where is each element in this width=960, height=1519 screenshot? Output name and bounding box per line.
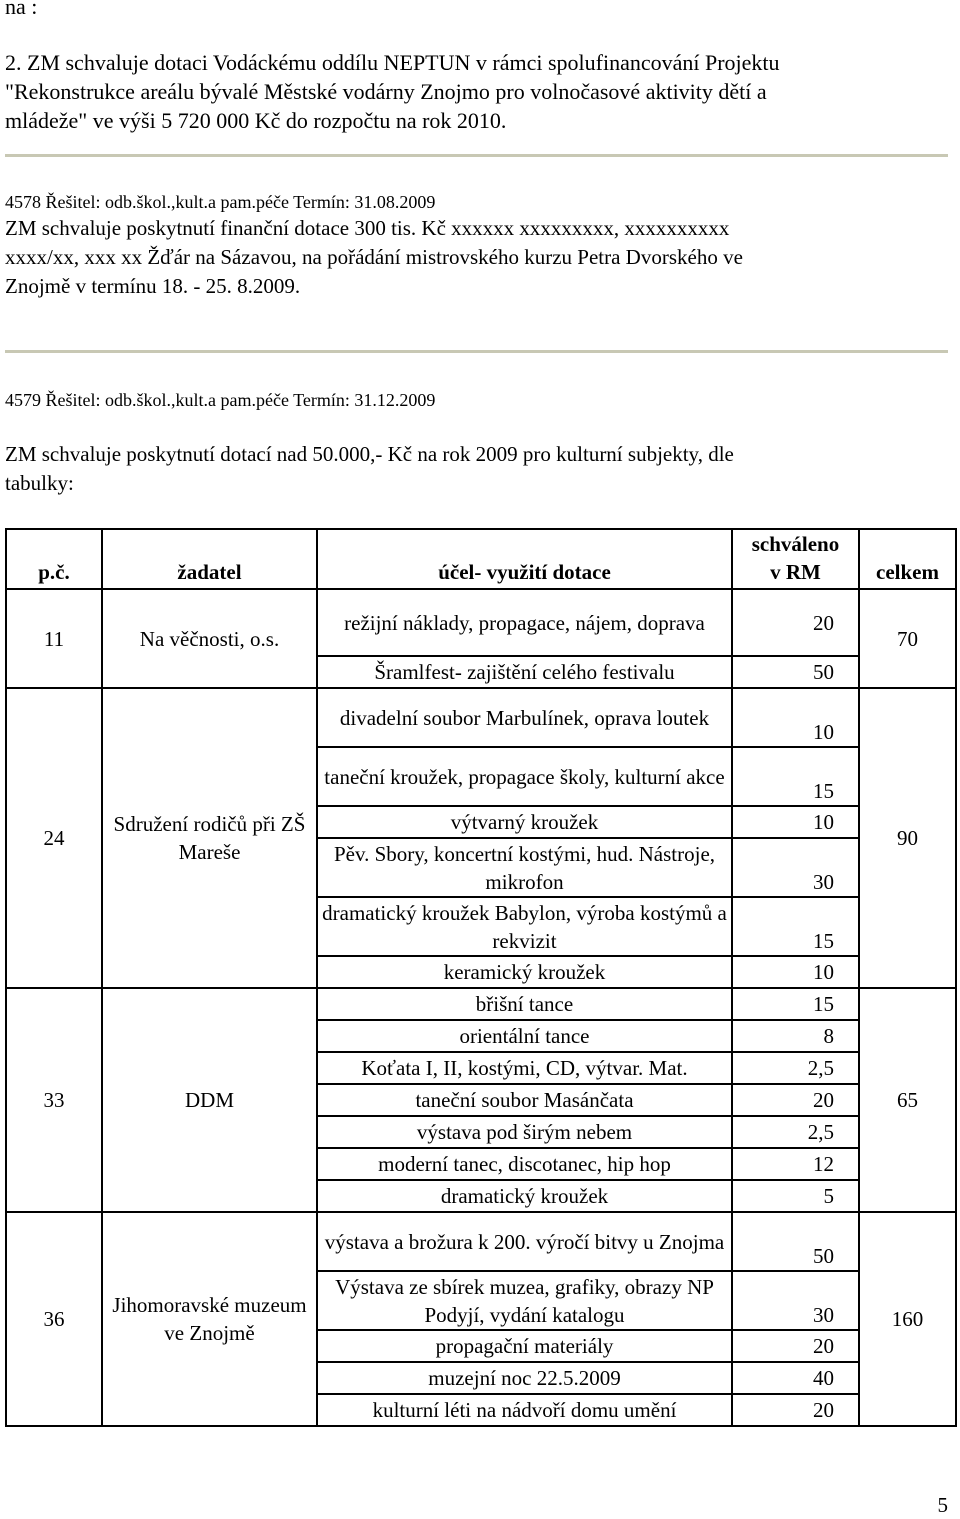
cell-purpose: Koťata I, II, kostými, CD, výtvar. Mat.: [317, 1052, 732, 1084]
cell-approved: 20: [732, 1394, 859, 1426]
cell-approved: 8: [732, 1020, 859, 1052]
column-header-purpose: účel- využití dotace: [317, 529, 732, 589]
table-row: [6, 1212, 956, 1271]
resolution-4579-header: 4579 Řešitel: odb.škol.,kult.a pam.péče Termín: 31.12.2009: [5, 390, 436, 410]
cell-purpose: výstava pod širým nebem: [317, 1116, 732, 1148]
cell-pc: 36: [6, 1212, 102, 1426]
cell-pc: 11: [6, 589, 102, 688]
resolution-line: xxxx/xx, xxx xx Žďár na Sázavou, na pořádání mistrovského kurzu Petra Dvorského ve: [5, 245, 743, 269]
page-number: 5: [937, 1493, 948, 1517]
cell-approved: 50: [732, 656, 859, 688]
cell-purpose: výtvarný kroužek: [317, 806, 732, 838]
table-row: [6, 589, 956, 656]
cell-purpose: keramický kroužek: [317, 956, 732, 988]
cell-applicant: Sdružení rodičů při ZŠ Mareše: [102, 688, 317, 988]
divider: [5, 154, 948, 157]
cell-pc: 33: [6, 988, 102, 1212]
cell-purpose: propagační materiály: [317, 1330, 732, 1362]
cell-approved: 40: [732, 1362, 859, 1394]
cell-total: 70: [859, 589, 956, 688]
column-header-pc: p.č.: [6, 529, 102, 589]
cell-approved: 10: [732, 956, 859, 988]
cell-applicant: DDM: [102, 988, 317, 1212]
column-header-total: celkem: [859, 529, 956, 589]
cell-pc: 24: [6, 688, 102, 988]
cell-approved: 15: [732, 897, 859, 956]
cell-purpose: dramatický kroužek Babylon, výroba kostýmů a rekvizit: [317, 897, 732, 956]
item-2-paragraph: [5, 48, 951, 135]
resolution-line: ZM schvaluje poskytnutí finanční dotace 300 tis. Kč xxxxxx xxxxxxxxx, xxxxxxxxxx: [5, 216, 730, 240]
cell-purpose: výstava a brožura k 200. výročí bitvy u Znojma: [317, 1212, 732, 1271]
cell-purpose: Šramlfest- zajištění celého festivalu: [317, 656, 732, 688]
cell-approved: 30: [732, 1271, 859, 1330]
cell-purpose: břišní tance: [317, 988, 732, 1020]
resolution-line: Znojmě v termínu 18. - 25. 8.2009.: [5, 274, 301, 298]
cell-approved: 15: [732, 988, 859, 1020]
resolution-4578-header: 4578 Řešitel: odb.škol.,kult.a pam.péče Termín: 31.08.2009: [5, 192, 436, 212]
cell-approved: 20: [732, 1330, 859, 1362]
cell-approved: 5: [732, 1180, 859, 1212]
cell-approved: 15: [732, 747, 859, 806]
cell-purpose: orientální tance: [317, 1020, 732, 1052]
cell-approved: 20: [732, 589, 859, 656]
cell-purpose: kulturní léti na nádvoří domu umění: [317, 1394, 732, 1426]
approved-label-line: v RM: [770, 560, 821, 584]
cell-applicant: Jihomoravské muzeum ve Znojmě: [102, 1212, 317, 1426]
divider: [5, 350, 948, 353]
cell-purpose: dramatický kroužek: [317, 1180, 732, 1212]
column-header-applicant: žadatel: [102, 529, 317, 589]
cell-purpose: divadelní soubor Marbulínek, oprava loutek: [317, 688, 732, 747]
resolution-4578-text: [5, 214, 873, 301]
cell-purpose: muzejní noc 22.5.2009: [317, 1362, 732, 1394]
cell-purpose: moderní tanec, discotanec, hip hop: [317, 1148, 732, 1180]
approved-label-line: schváleno: [751, 532, 840, 556]
cell-purpose: Výstava ze sbírek muzea, grafiky, obrazy NP Podyjí, vydání katalogu: [317, 1271, 732, 1330]
resolution-line: tabulky:: [5, 471, 74, 495]
table-row: [6, 688, 956, 747]
item-2-line: mládeže" ve výši 5 720 000 Kč do rozpočtu na rok 2010.: [5, 108, 507, 133]
cell-approved: 2,5: [732, 1052, 859, 1084]
cell-total: 90: [859, 688, 956, 988]
cell-approved: 50: [732, 1212, 859, 1271]
table-row: [6, 988, 956, 1020]
cell-approved: 20: [732, 1084, 859, 1116]
column-header-approved: [732, 529, 859, 589]
cell-total: 160: [859, 1212, 956, 1426]
text-fragment: na :: [5, 0, 38, 19]
cell-approved: 12: [732, 1148, 859, 1180]
cell-applicant: Na věčnosti, o.s.: [102, 589, 317, 688]
item-2-line: "Rekonstrukce areálu bývalé Městské vodárny Znojmo pro volnočasové aktivity dětí a: [5, 79, 767, 104]
resolution-line: ZM schvaluje poskytnutí dotací nad 50.000,- Kč na rok 2009 pro kulturní subjekty, dle: [5, 442, 734, 466]
cell-purpose: taneční kroužek, propagace školy, kulturní akce: [317, 747, 732, 806]
item-2-line: 2. ZM schvaluje dotaci Vodáckému oddílu NEPTUN v rámci spolufinancování Projektu: [5, 50, 780, 75]
cell-approved: 2,5: [732, 1116, 859, 1148]
cell-approved: 30: [732, 838, 859, 897]
cell-purpose: taneční soubor Masánčata: [317, 1084, 732, 1116]
resolution-4579-text: [5, 440, 885, 498]
cell-total: 65: [859, 988, 956, 1212]
cell-approved: 10: [732, 688, 859, 747]
cell-purpose: režijní náklady, propagace, nájem, doprava: [317, 589, 732, 656]
cell-approved: 10: [732, 806, 859, 838]
subsidy-table: [5, 528, 957, 1427]
cell-purpose: Pěv. Sbory, koncertní kostými, hud. Nástroje, mikrofon: [317, 838, 732, 897]
table-header-row: [6, 529, 956, 589]
